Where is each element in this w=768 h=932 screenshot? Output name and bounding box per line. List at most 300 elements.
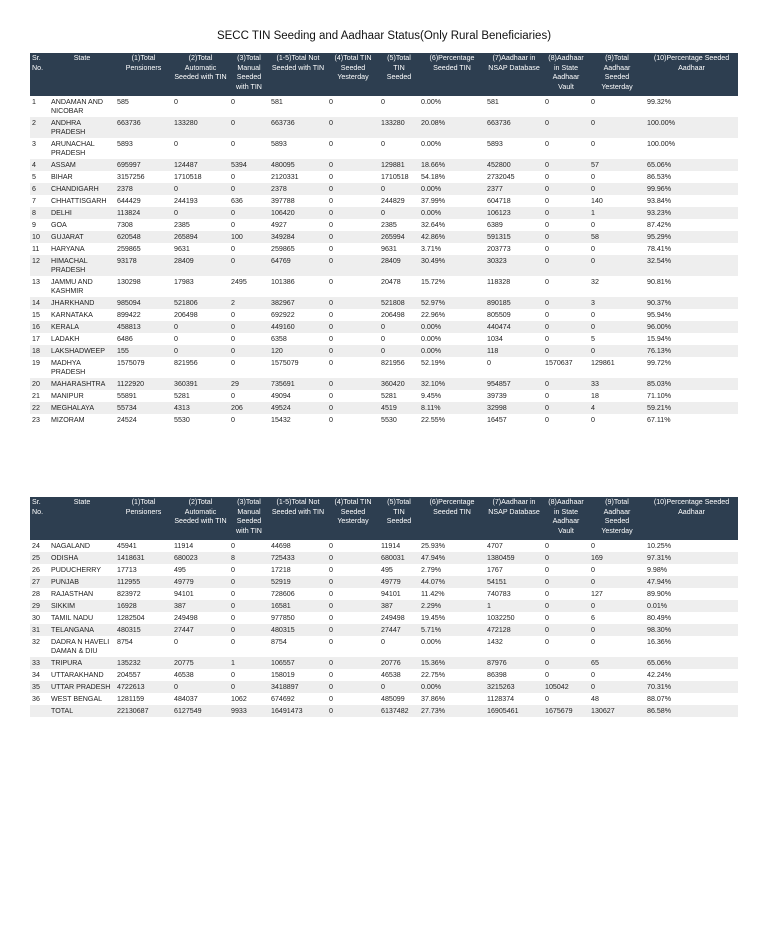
cell-tin-seeded-yesterday: 0 [329,220,333,229]
cell-aadhaar-nsap: 3215263 [485,681,543,693]
cell-sr-no: 28 [32,589,40,598]
cell-sr-no: 3 [32,139,36,148]
cell-auto-seeded-tin: 0 [174,139,178,148]
cell-state: ODISHA [49,552,115,564]
total-cell-tin-seeded-yesterday: 0 [327,705,379,717]
cell-aadhaar-seeded-yesterday: 0 [589,345,645,357]
cell-percentage-seeded-aadhaar: 88.07% [647,694,672,703]
cell-aadhaar-state-vault: 0 [543,576,589,588]
cell-total-pensioners: 130298 [117,277,141,286]
cell-percentage-seeded-tin: 0.00% [419,183,485,195]
cell-aadhaar-state-vault: 0 [543,657,589,669]
total-cell-sr-no [30,705,49,717]
table-row [30,624,738,636]
cell-tin-seeded-yesterday: 0 [329,172,333,181]
cell-tin-seeded-yesterday: 0 [329,541,333,550]
column-header-tin-seeded-yesterday: (4)Total TIN Seeded Yesterday [327,53,379,96]
cell-auto-seeded-tin: 360391 [172,378,229,390]
cell-state: TELANGANA [49,624,115,636]
cell-not-seeded-tin: 397788 [271,196,295,205]
cell-percentage-seeded-aadhaar: 32.54% [645,255,738,276]
cell-not-seeded-tin: 449160 [269,321,327,333]
cell-total-pensioners: 1281159 [117,694,145,703]
cell-sr-no: 13 [32,277,40,286]
cell-state: SIKKIM [49,600,115,612]
cell-total-tin-seeded: 28409 [379,255,419,276]
total-cell-state: TOTAL [49,705,115,717]
cell-auto-seeded-tin: 244193 [174,196,198,205]
cell-not-seeded-tin: 64769 [269,255,327,276]
cell-aadhaar-state-vault: 0 [545,541,549,550]
cell-total-tin-seeded: 46538 [381,670,401,679]
cell-aadhaar-state-vault: 0 [545,391,549,400]
cell-manual-seeded-tin: 29 [229,378,269,390]
cell-total-tin-seeded: 0 [381,334,385,343]
cell-percentage-seeded-tin: 52.97% [419,297,485,309]
cell-manual-seeded-tin: 0 [231,391,235,400]
cell-aadhaar-state-vault: 0 [545,694,549,703]
cell-aadhaar-state-vault: 0 [545,172,549,181]
cell-total-pensioners: 7308 [117,220,133,229]
cell-manual-seeded-tin: 1 [229,657,269,669]
cell-manual-seeded-tin: 0 [231,220,235,229]
cell-total-pensioners: 1122920 [115,378,172,390]
cell-total-tin-seeded: 20776 [379,657,419,669]
cell-state: LAKSHADWEEP [49,345,115,357]
cell-tin-seeded-yesterday: 0 [327,207,379,219]
cell-aadhaar-seeded-yesterday: 0 [589,576,645,588]
cell-percentage-seeded-aadhaar: 99.32% [647,97,672,106]
table-row [30,600,738,612]
cell-sr-no: 24 [32,541,40,550]
cell-tin-seeded-yesterday: 0 [329,670,333,679]
cell-tin-seeded-yesterday: 0 [329,277,333,286]
cell-percentage-seeded-aadhaar: 71.10% [647,391,672,400]
total-row [30,705,738,717]
cell-percentage-seeded-tin: 0.00% [421,637,442,646]
cell-manual-seeded-tin: 0 [229,255,269,276]
cell-total-pensioners: 93178 [115,255,172,276]
cell-total-tin-seeded: 0 [379,681,419,693]
cell-auto-seeded-tin: 0 [172,321,229,333]
cell-percentage-seeded-aadhaar: 93.23% [645,207,738,219]
cell-aadhaar-nsap: 5893 [487,139,503,148]
cell-aadhaar-state-vault: 0 [545,613,549,622]
cell-total-pensioners: 6486 [117,334,133,343]
cell-sr-no: 21 [32,391,40,400]
cell-aadhaar-seeded-yesterday: 3 [589,297,645,309]
cell-state: ASSAM [49,159,115,171]
cell-total-tin-seeded: 5530 [381,415,397,424]
cell-not-seeded-tin: 6358 [271,334,287,343]
cell-aadhaar-nsap: 16457 [487,415,507,424]
cell-tin-seeded-yesterday: 0 [329,589,333,598]
cell-sr-no: 5 [32,172,36,181]
cell-state: UTTARAKHAND [51,670,104,679]
cell-state: PUDUCHERRY [51,565,101,574]
cell-manual-seeded-tin: 2495 [231,277,247,286]
table-row [30,96,738,117]
cell-manual-seeded-tin: 0 [229,183,269,195]
cell-total-tin-seeded: 249498 [381,613,405,622]
cell-percentage-seeded-aadhaar: 85.03% [645,378,738,390]
cell-total-pensioners: 16928 [115,600,172,612]
cell-total-tin-seeded: 0 [379,183,419,195]
cell-total-tin-seeded: 0 [379,207,419,219]
cell-sr-no: 27 [30,576,49,588]
cell-percentage-seeded-aadhaar: 97.31% [645,552,738,564]
cell-sr-no: 11 [32,244,40,253]
table-header [30,497,738,540]
cell-auto-seeded-tin: 28409 [172,255,229,276]
cell-aadhaar-seeded-yesterday: 0 [589,624,645,636]
column-header-percentage-seeded-aadhaar: (10)Percentage Seeded Aadhaar [645,53,738,96]
table-row [30,657,738,669]
cell-aadhaar-nsap: 1034 [487,334,503,343]
cell-percentage-seeded-aadhaar: 99.72% [647,358,672,367]
total-cell-aadhaar-nsap: 16905461 [485,705,543,717]
cell-manual-seeded-tin: 0 [231,565,235,574]
cell-aadhaar-seeded-yesterday: 0 [591,244,595,253]
cell-auto-seeded-tin: 4313 [172,402,229,414]
cell-percentage-seeded-aadhaar: 100.00% [647,139,676,148]
cell-auto-seeded-tin: 46538 [174,670,194,679]
cell-not-seeded-tin: 120 [269,345,327,357]
cell-aadhaar-state-vault: 1570637 [545,358,573,367]
cell-percentage-seeded-tin: 3.71% [421,244,442,253]
cell-tin-seeded-yesterday: 0 [327,657,379,669]
cell-total-tin-seeded: 2385 [381,220,397,229]
cell-state: TAMIL NADU [51,613,94,622]
cell-manual-seeded-tin: 100 [229,231,269,243]
cell-aadhaar-state-vault: 0 [545,220,549,229]
cell-aadhaar-state-vault: 0 [545,589,549,598]
cell-total-pensioners: 1282504 [117,613,145,622]
column-header-sr-no: Sr. No. [30,53,49,96]
cell-manual-seeded-tin: 0 [229,576,269,588]
cell-manual-seeded-tin: 0 [231,244,235,253]
cell-total-tin-seeded: 27447 [379,624,419,636]
cell-state: JHARKHAND [49,297,115,309]
cell-total-tin-seeded: 0 [379,321,419,333]
cell-aadhaar-nsap: 663736 [485,117,543,138]
cell-aadhaar-state-vault: 0 [543,159,589,171]
cell-not-seeded-tin: 349284 [269,231,327,243]
cell-percentage-seeded-tin: 0.00% [421,139,442,148]
cell-sr-no: 2 [30,117,49,138]
cell-percentage-seeded-aadhaar: 65.06% [645,657,738,669]
cell-total-tin-seeded: 0 [379,345,419,357]
cell-total-tin-seeded: 133280 [379,117,419,138]
cell-state: DELHI [49,207,115,219]
cell-auto-seeded-tin: 206498 [174,310,198,319]
cell-total-tin-seeded: 20478 [381,277,401,286]
cell-tin-seeded-yesterday: 0 [327,231,379,243]
cell-tin-seeded-yesterday: 0 [327,576,379,588]
cell-state: ANDHRA PRADESH [49,117,115,138]
cell-aadhaar-seeded-yesterday: 58 [589,231,645,243]
cell-aadhaar-nsap: 954857 [485,378,543,390]
cell-aadhaar-seeded-yesterday: 0 [591,670,595,679]
cell-state: CHHATTISGARH [51,196,107,205]
cell-sr-no: 7 [32,196,36,205]
cell-tin-seeded-yesterday: 0 [329,97,333,106]
cell-total-tin-seeded: 129881 [379,159,419,171]
cell-aadhaar-nsap: 890185 [485,297,543,309]
cell-auto-seeded-tin: 94101 [174,589,194,598]
cell-percentage-seeded-tin: 37.99% [421,196,446,205]
cell-auto-seeded-tin: 0 [172,183,229,195]
cell-not-seeded-tin: 52919 [269,576,327,588]
column-header-aadhaar-nsap: (7)Aadhaar in NSAP Database [485,497,543,540]
cell-manual-seeded-tin: 0 [231,541,235,550]
cell-tin-seeded-yesterday: 0 [327,402,379,414]
cell-aadhaar-state-vault: 0 [543,117,589,138]
cell-state: ARUNACHAL PRADESH [51,139,95,157]
cell-tin-seeded-yesterday: 0 [327,552,379,564]
cell-aadhaar-nsap: 118328 [487,277,511,286]
cell-aadhaar-seeded-yesterday: 0 [591,139,595,148]
cell-auto-seeded-tin: 2385 [174,220,190,229]
table-row [30,540,738,552]
cell-total-pensioners: 620548 [115,231,172,243]
cell-aadhaar-seeded-yesterday: 65 [589,657,645,669]
cell-percentage-seeded-tin: 5.71% [419,624,485,636]
cell-auto-seeded-tin: 265894 [172,231,229,243]
cell-aadhaar-seeded-yesterday: 0 [589,321,645,333]
cell-aadhaar-nsap: 604718 [487,196,511,205]
cell-percentage-seeded-tin: 0.00% [421,97,442,106]
column-header-not-seeded-tin: (1-5)Total Not Seeded with TIN [269,497,327,540]
cell-state: BIHAR [51,172,73,181]
cell-aadhaar-nsap: 440474 [485,321,543,333]
cell-total-pensioners: 1418631 [115,552,172,564]
cell-percentage-seeded-aadhaar: 76.13% [645,345,738,357]
cell-sr-no: 12 [30,255,49,276]
cell-total-pensioners: 480315 [115,624,172,636]
cell-aadhaar-nsap: 452800 [485,159,543,171]
cell-auto-seeded-tin: 0 [172,207,229,219]
cell-total-tin-seeded: 49779 [379,576,419,588]
cell-total-pensioners: 112955 [115,576,172,588]
cell-state: MEGHALAYA [49,402,115,414]
cell-tin-seeded-yesterday: 0 [327,117,379,138]
cell-sr-no: 10 [30,231,49,243]
cell-total-pensioners: 985094 [115,297,172,309]
cell-tin-seeded-yesterday: 0 [329,637,333,646]
cell-aadhaar-seeded-yesterday: 0 [589,183,645,195]
cell-percentage-seeded-tin: 54.18% [421,172,446,181]
cell-percentage-seeded-aadhaar: 47.94% [645,576,738,588]
cell-auto-seeded-tin: 1710518 [174,172,202,181]
column-header-total-tin-seeded: (5)Total TIN Seeded [379,497,419,540]
cell-auto-seeded-tin: 27447 [172,624,229,636]
cell-tin-seeded-yesterday: 0 [329,694,333,703]
cell-state: MIZORAM [51,415,85,424]
column-header-total-pensioners: (1)Total Pensioners [115,497,172,540]
cell-percentage-seeded-tin: 30.49% [419,255,485,276]
cell-tin-seeded-yesterday: 0 [329,334,333,343]
cell-total-pensioners: 1575079 [117,358,145,367]
total-cell-aadhaar-state-vault: 1675679 [543,705,589,717]
cell-percentage-seeded-aadhaar: 15.94% [647,334,672,343]
cell-not-seeded-tin: 44698 [271,541,291,550]
column-header-tin-seeded-yesterday: (4)Total TIN Seeded Yesterday [327,497,379,540]
cell-aadhaar-seeded-yesterday: 0 [591,541,595,550]
cell-aadhaar-seeded-yesterday: 0 [591,172,595,181]
total-cell-total-tin-seeded: 6137482 [379,705,419,717]
cell-percentage-seeded-tin: 15.36% [419,657,485,669]
cell-percentage-seeded-aadhaar: 99.96% [645,183,738,195]
column-header-percentage-seeded-aadhaar: (10)Percentage Seeded Aadhaar [645,497,738,540]
cell-percentage-seeded-aadhaar: 67.11% [647,415,671,424]
cell-auto-seeded-tin: 17983 [174,277,194,286]
cell-percentage-seeded-tin: 42.86% [419,231,485,243]
cell-auto-seeded-tin: 0 [172,681,229,693]
cell-sr-no: 31 [30,624,49,636]
cell-percentage-seeded-tin: 0.00% [419,345,485,357]
column-header-aadhaar-state-vault: (8)Aadhaar in State Aadhaar Vault [543,497,589,540]
cell-aadhaar-state-vault: 0 [543,183,589,195]
cell-aadhaar-nsap: 1767 [487,565,503,574]
cell-percentage-seeded-aadhaar: 10.25% [647,541,672,550]
cell-not-seeded-tin: 382967 [269,297,327,309]
table-row [30,552,738,564]
cell-sr-no: 8 [30,207,49,219]
cell-not-seeded-tin: 8754 [271,637,287,646]
cell-sr-no: 26 [32,565,40,574]
cell-total-tin-seeded: 94101 [381,589,401,598]
cell-sr-no: 14 [30,297,49,309]
cell-percentage-seeded-aadhaar: 95.94% [647,310,672,319]
cell-percentage-seeded-tin: 19.45% [421,613,446,622]
column-header-aadhaar-seeded-yesterday: (9)Total Aadhaar Seeded Yesterday [589,497,645,540]
table-row [30,321,738,333]
table-row [30,276,738,297]
cell-manual-seeded-tin: 0 [229,321,269,333]
cell-state: MADHYA PRADESH [51,358,86,376]
cell-not-seeded-tin: 2378 [269,183,327,195]
cell-tin-seeded-yesterday: 0 [327,183,379,195]
cell-state: GOA [51,220,67,229]
cell-state: JAMMU AND KASHMIR [51,277,93,295]
cell-aadhaar-nsap: 740783 [487,589,511,598]
cell-state: DADRA N HAVELI DAMAN & DIU [51,637,110,655]
table-row [30,243,738,255]
table-row [30,138,738,159]
cell-sr-no: 34 [32,670,40,679]
table-row [30,693,738,705]
cell-manual-seeded-tin: 0 [231,670,235,679]
cell-aadhaar-nsap: 805509 [487,310,511,319]
cell-aadhaar-nsap: 87976 [485,657,543,669]
cell-total-tin-seeded: 495 [381,565,393,574]
cell-tin-seeded-yesterday: 0 [329,565,333,574]
cell-state: CHANDIGARH [49,183,115,195]
table-row [30,183,738,195]
cell-total-tin-seeded: 11914 [381,541,401,550]
cell-aadhaar-nsap: 1128374 [487,694,515,703]
total-cell-manual-seeded-tin: 9933 [229,705,269,717]
cell-aadhaar-nsap: 0 [487,358,491,367]
cell-percentage-seeded-aadhaar: 42.24% [647,670,672,679]
cell-sr-no: 9 [32,220,36,229]
cell-total-tin-seeded: 5281 [381,391,397,400]
cell-sr-no: 6 [30,183,49,195]
cell-total-pensioners: 8754 [117,637,133,646]
cell-aadhaar-seeded-yesterday: 32 [591,277,599,286]
cell-aadhaar-seeded-yesterday: 0 [591,415,595,424]
cell-aadhaar-state-vault: 0 [545,415,549,424]
cell-percentage-seeded-aadhaar: 78.41% [647,244,672,253]
cell-total-pensioners: 5893 [117,139,133,148]
cell-total-tin-seeded: 265994 [379,231,419,243]
table-row [30,636,738,657]
cell-percentage-seeded-aadhaar: 59.21% [645,402,738,414]
cell-state: MAHARASHTRA [49,378,115,390]
cell-aadhaar-state-vault: 0 [543,600,589,612]
table-row [30,333,738,345]
cell-percentage-seeded-aadhaar: 93.84% [647,196,672,205]
cell-tin-seeded-yesterday: 0 [329,244,333,253]
cell-not-seeded-tin: 106420 [269,207,327,219]
cell-auto-seeded-tin: 387 [172,600,229,612]
cell-aadhaar-state-vault: 0 [543,378,589,390]
cell-tin-seeded-yesterday: 0 [327,321,379,333]
cell-tin-seeded-yesterday: 0 [327,159,379,171]
cell-auto-seeded-tin: 9631 [174,244,190,253]
table-row [30,669,738,681]
cell-total-pensioners: 458813 [115,321,172,333]
table-row [30,195,738,207]
cell-percentage-seeded-aadhaar: 95.29% [645,231,738,243]
cell-total-pensioners: 695997 [115,159,172,171]
cell-not-seeded-tin: 735691 [269,378,327,390]
table-row [30,402,738,414]
cell-auto-seeded-tin: 821956 [174,358,198,367]
cell-manual-seeded-tin: 0 [231,139,235,148]
cell-percentage-seeded-tin: 47.94% [419,552,485,564]
cell-percentage-seeded-tin: 15.72% [421,277,446,286]
cell-not-seeded-tin: 480315 [269,624,327,636]
cell-manual-seeded-tin: 0 [229,345,269,357]
cell-aadhaar-nsap: 4707 [487,541,503,550]
cell-state: HARYANA [51,244,85,253]
cell-percentage-seeded-aadhaar: 87.42% [647,220,672,229]
cell-aadhaar-seeded-yesterday: 0 [591,220,595,229]
cell-aadhaar-nsap: 118 [485,345,543,357]
cell-aadhaar-seeded-yesterday: 5 [591,334,595,343]
cell-total-pensioners: 113824 [115,207,172,219]
cell-state: RAJASTHAN [51,589,94,598]
cell-not-seeded-tin: 16581 [269,600,327,612]
cell-state: NAGALAND [51,541,91,550]
cell-aadhaar-state-vault: 0 [543,345,589,357]
cell-aadhaar-seeded-yesterday: 169 [589,552,645,564]
cell-auto-seeded-tin: 495 [174,565,186,574]
cell-auto-seeded-tin: 0 [172,345,229,357]
cell-percentage-seeded-aadhaar: 86.53% [647,172,672,181]
cell-manual-seeded-tin: 1062 [231,694,247,703]
cell-manual-seeded-tin: 636 [231,196,243,205]
cell-auto-seeded-tin: 11914 [174,541,194,550]
cell-total-pensioners: 55734 [115,402,172,414]
cell-sr-no: 16 [30,321,49,333]
cell-tin-seeded-yesterday: 0 [327,624,379,636]
cell-manual-seeded-tin: 0 [231,97,235,106]
cell-aadhaar-state-vault: 0 [545,334,549,343]
cell-total-tin-seeded: 0 [381,637,385,646]
